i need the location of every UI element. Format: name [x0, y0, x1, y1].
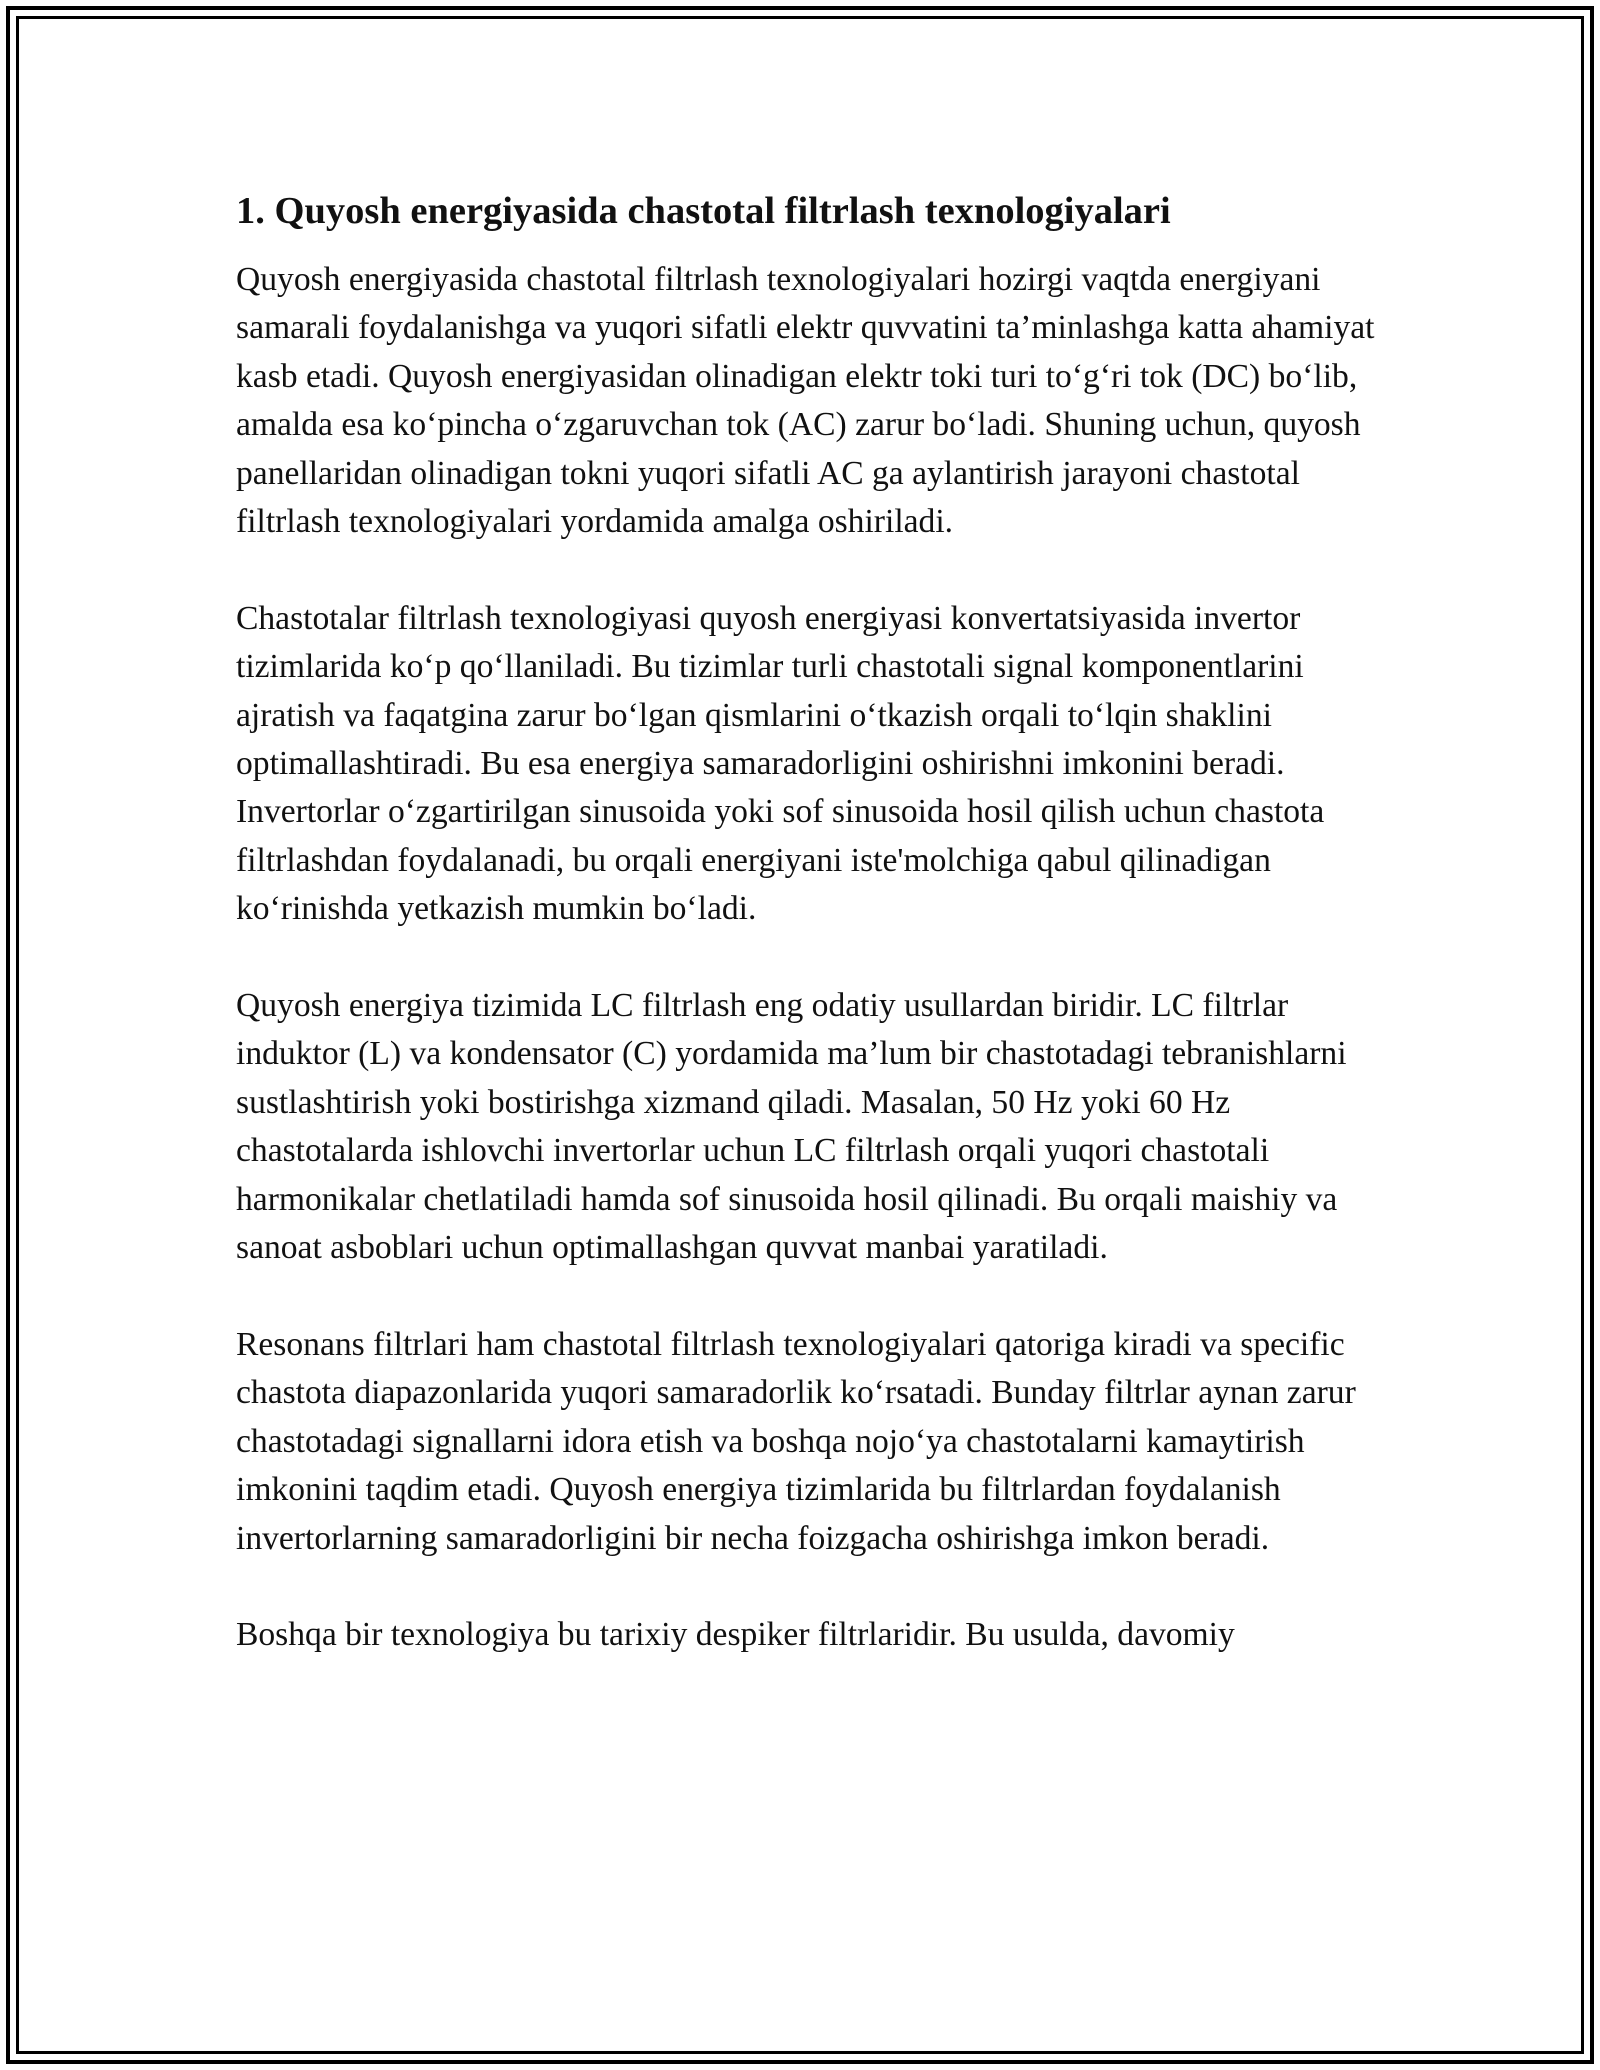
- paragraph-1: Quyosh energiyasida chastotal filtrlash texnologiyalari hozirgi vaqtda energiyani samarali foydalanishga va yuqori sifatli elektr quvvatini ta’minlashga katta ahamiyat kasb etadi. Quyosh energiyasidan olinadigan elektr toki turi to‘g‘ri tok (DC) bo‘lib, amalda esa ko‘pincha o‘zgaruvchan tok (AC) zarur bo‘ladi. Shuning uchun, quyosh panellaridan olinadigan tokni yuqori sifatli AC ga aylantirish jarayoni chastotal filtrlash texnologiyalari yordamida amalga oshiriladi.: [236, 261, 1375, 541]
- section-heading: 1. Quyosh energiyasida chastotal filtrlash texnologiyalari: [236, 190, 1171, 232]
- paragraph-5: Boshqa bir texnologiya bu tarixiy despiker filtrlaridir. Bu usulda, davomiy: [236, 1616, 1235, 1654]
- document-body: [236, 186, 1386, 1660]
- paragraph-2: Chastotalar filtrlash texnologiyasi quyosh energiyasi konvertatsiyasida invertor tizimlarida ko‘p qo‘llaniladi. Bu tizimlar turli chastotali signal komponentlarini ajratish va faqatgina zarur bo‘lgan qismlarini o‘tkazish orqali to‘lqin shaklini optimallashtiradi. Bu esa energiya samaradorligini oshirishni imkonini beradi. Invertorlar o‘zgartirilgan sinusoida yoki sof sinusoida hosil qilish uchun chastota filtrlashdan foydalanadi, bu orqali energiyani iste'molchiga qabul qilinadigan ko‘rinishda yetkazish mumkin bo‘ladi.: [236, 599, 1325, 928]
- paragraph-4: Resonans filtrlari ham chastotal filtrlash texnologiyalari qatoriga kiradi va specific chastota diapazonlarida yuqori samaradorlik ko‘rsatadi. Bunday filtrlar aynan zarur chastotadagi signallarni idora etish va boshqa nojo‘ya chastotalarni kamaytirish imkonini taqdim etadi. Quyosh energiya tizimlarida bu filtrlardan foydalanish invertorlarning samaradorligini bir necha foizgacha oshirishga imkon beradi.: [236, 1325, 1356, 1557]
- paragraph-3: Quyosh energiya tizimida LC filtrlash eng odatiy usullardan biridir. LC filtrlar induktor (L) va kondensator (C) yordamida ma’lum bir chastotadagi tebranishlarni sustlashtirish yoki bostirishga xizmand qiladi. Masalan, 50 Hz yoki 60 Hz chastotalarda ishlovchi invertorlar uchun LC filtrlash orqali yuqori chastotali harmonikalar chetlatiladi hamda sof sinusoida hosil qilinadi. Bu orqali maishiy va sanoat asboblari uchun optimallashgan quvvat manbai yaratiladi.: [236, 987, 1347, 1267]
